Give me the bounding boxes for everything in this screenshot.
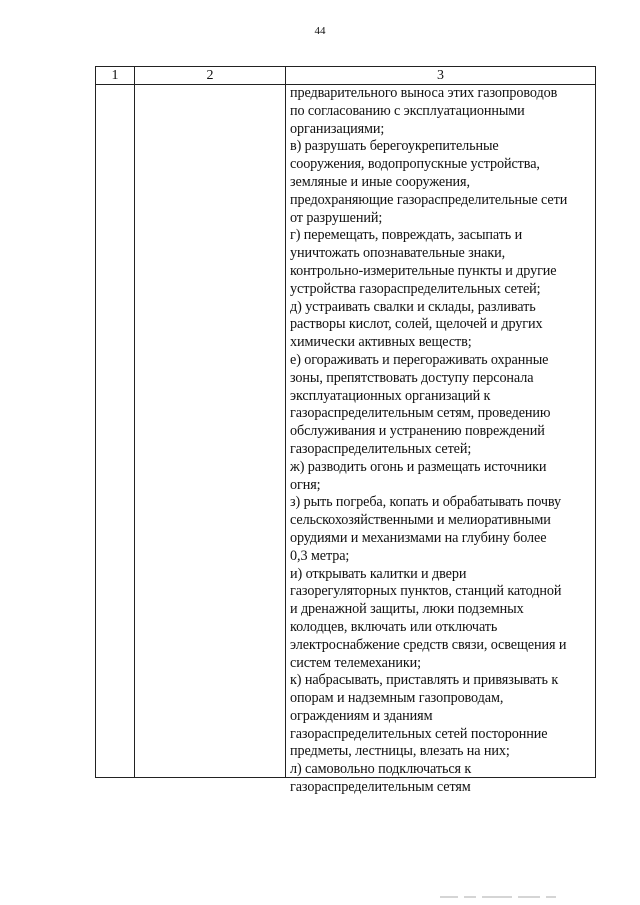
text-line: е) огораживать и перегораживать охранные xyxy=(290,351,549,368)
text-line: уничтожать опознавательные знаки, xyxy=(290,245,506,262)
table-header-row xyxy=(96,67,595,85)
text-line: з) рыть погреба, копать и обрабатывать почву xyxy=(290,494,561,511)
column-header-1: 1 xyxy=(111,68,119,83)
table-body-row xyxy=(96,85,595,796)
text-line: растворы кислот, солей, щелочей и других xyxy=(290,316,543,333)
text-line: газораспределительным сетям xyxy=(290,779,471,796)
text-line: от разрушений; xyxy=(290,209,383,226)
column-3-text xyxy=(290,85,592,797)
text-line: сельскохозяйственными и мелиоративными xyxy=(290,512,551,529)
text-line: сооружения, водопропускные устройства, xyxy=(290,156,540,173)
text-line: газораспределительных сетей; xyxy=(290,440,472,457)
text-line: г) перемещать, повреждать, засыпать и xyxy=(290,227,523,244)
text-line: земляные и иные сооружения, xyxy=(290,173,470,190)
text-line: и дренажной защиты, люки подземных xyxy=(290,601,524,618)
text-line: ограждениям и зданиям xyxy=(290,707,433,724)
column-header-3: 3 xyxy=(437,68,444,83)
text-line: обслуживания и устранению повреждений xyxy=(290,423,545,440)
text-line: зоны, препятствовать доступу персонала xyxy=(290,369,534,386)
page-number: 44 xyxy=(314,25,326,37)
text-line: в) разрушать берегоукрепительные xyxy=(290,138,499,155)
text-line: орудиями и механизмами на глубину более xyxy=(290,529,547,546)
text-line: электроснабжение средств связи, освещения и xyxy=(290,636,567,653)
text-line: контрольно-измерительные пункты и другие xyxy=(290,262,557,279)
text-line: и) открывать калитки и двери xyxy=(290,565,467,582)
text-line: организациями; xyxy=(290,120,385,137)
text-line: д) устраивать свалки и склады, разливать xyxy=(290,298,536,315)
text-line: газораспределительных сетей посторонние xyxy=(290,725,548,742)
scan-artifact xyxy=(440,895,610,899)
text-line: к) набрасывать, приставлять и привязывать к xyxy=(290,672,559,689)
document-table xyxy=(95,66,596,796)
text-line: по согласованию с эксплуатационными xyxy=(290,102,525,119)
text-line: систем телемеханики; xyxy=(290,654,421,671)
text-line: ж) разводить огонь и размещать источники xyxy=(290,458,547,475)
text-line: огня; xyxy=(290,476,321,493)
text-line: предварительного выноса этих газопроводов xyxy=(290,85,558,101)
text-line: устройства газораспределительных сетей; xyxy=(290,280,541,297)
text-line: колодцев, включать или отключать xyxy=(290,618,498,635)
text-line: предметы, лестницы, влезать на них; xyxy=(290,743,510,760)
text-line: опорам и надземным газопроводам, xyxy=(290,690,504,707)
text-line: газораспределительным сетям, проведению xyxy=(290,405,551,422)
text-line: химически активных веществ; xyxy=(290,334,472,351)
text-line: эксплуатационных организаций к xyxy=(290,387,491,404)
text-line: 0,3 метра; xyxy=(290,547,350,564)
text-line: предохраняющие газораспределительные сети xyxy=(290,191,568,208)
column-header-2: 2 xyxy=(206,68,214,83)
text-line: л) самовольно подключаться к xyxy=(290,761,472,778)
text-line: газорегуляторных пунктов, станций катодной xyxy=(290,583,562,600)
